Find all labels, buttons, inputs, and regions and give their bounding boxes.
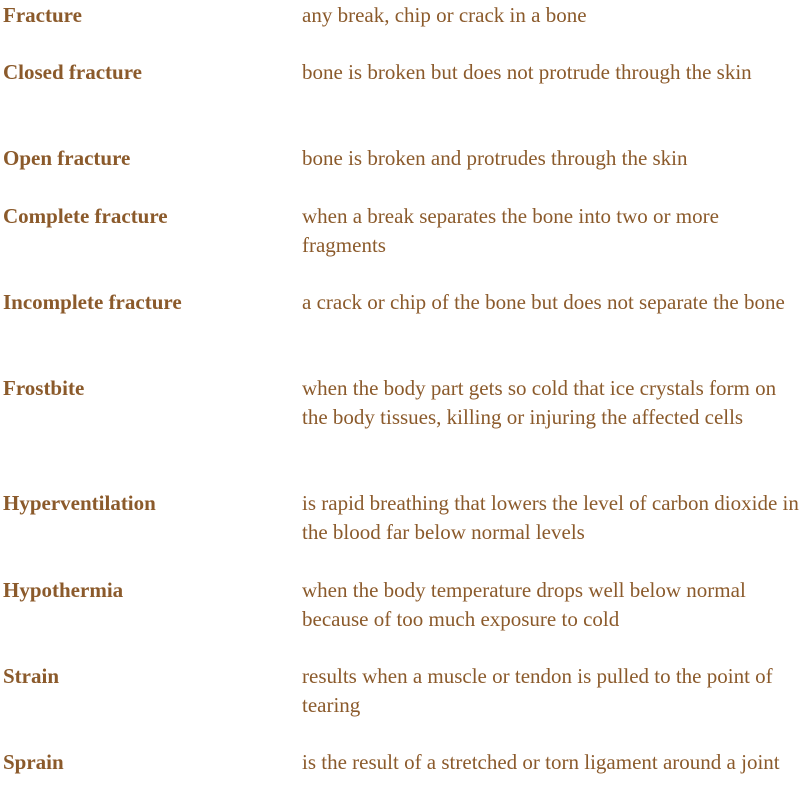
term: Closed fracture [3, 60, 142, 84]
definition: when the body temperature drops well below normal because of too much exposure to cold [302, 578, 746, 631]
definition: is the result of a stretched or torn ligament around a joint [302, 750, 780, 774]
definition: when a break separates the bone into two or more fragments [302, 204, 719, 257]
term: Frostbite [3, 376, 85, 400]
glossary-entry-open-fracture [0, 144, 812, 204]
glossary-entry-hypothermia [0, 576, 812, 636]
term: Open fracture [3, 146, 131, 170]
definition: results when a muscle or tendon is pulled to the point of tearing [302, 664, 773, 717]
definition: a crack or chip of the bone but does not separate the bone [302, 290, 785, 314]
definition: bone is broken but does not protrude through the skin [302, 60, 752, 84]
glossary-entry-complete-fracture [0, 202, 812, 262]
glossary-entry-frostbite [0, 374, 812, 434]
glossary-entry-closed-fracture [0, 58, 812, 118]
definition: when the body part gets so cold that ice crystals form on the body tissues, killing or injuring the affected cells [302, 376, 777, 429]
term: Hyperventilation [3, 491, 156, 515]
term: Sprain [3, 750, 64, 774]
definition: bone is broken and protrudes through the skin [302, 146, 688, 170]
glossary-entry-sprain [0, 748, 812, 808]
glossary-entry-fracture [0, 1, 812, 61]
glossary-entry-hyperventilation [0, 489, 812, 549]
definition: is rapid breathing that lowers the level of carbon dioxide in the blood far below normal levels [302, 491, 799, 544]
term: Incomplete fracture [3, 290, 182, 314]
term: Strain [3, 664, 60, 688]
glossary-entry-strain [0, 662, 812, 722]
glossary-entry-incomplete-fracture [0, 288, 812, 348]
term: Hypothermia [3, 578, 124, 602]
definition: any break, chip or crack in a bone [302, 3, 587, 27]
term: Complete fracture [3, 204, 168, 228]
term: Fracture [3, 3, 82, 27]
